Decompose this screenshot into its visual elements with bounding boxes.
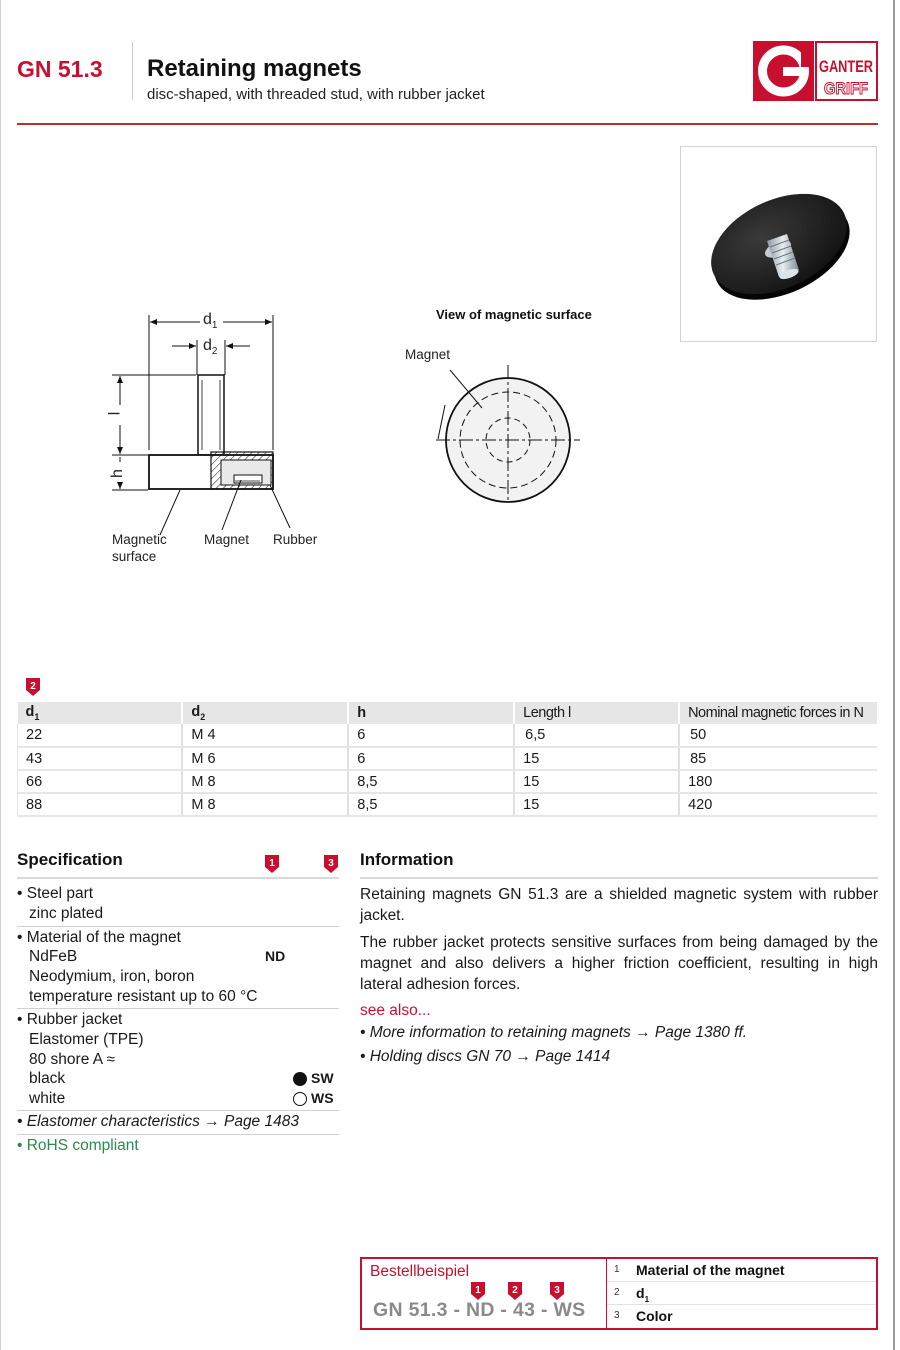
spec-ndfeb: NdFeB — [29, 948, 78, 965]
svg-text:3: 3 — [328, 858, 334, 869]
table-cell: 6 — [348, 747, 514, 770]
dim-h-label: h — [108, 469, 126, 478]
table-cell: 43 — [18, 747, 183, 770]
order-example-label: Bestellbeispiel — [370, 1263, 470, 1280]
order-legend-row — [607, 1282, 876, 1305]
header-length: Length l — [514, 702, 679, 724]
svg-text:1: 1 — [475, 1285, 481, 1296]
spec-divider — [17, 1134, 339, 1135]
table-cell: M 6 — [182, 747, 348, 770]
white-color-dot-icon — [293, 1092, 307, 1106]
svg-text:2: 2 — [512, 1285, 518, 1296]
view-title: View of magnetic surface — [436, 307, 592, 322]
dim-d1-label: $d_1$ — [203, 311, 218, 332]
header-h: h — [348, 702, 514, 724]
order-legend-row — [607, 1259, 876, 1282]
label-rubber: Rubber — [273, 532, 318, 547]
header-d1: $d_1$ — [18, 702, 183, 724]
page-title: Retaining magnets — [147, 55, 362, 82]
spec-white: white — [29, 1090, 66, 1107]
spec-composition: Neodymium, iron, boron — [29, 968, 195, 985]
elastomer-characteristics-link[interactable]: • Elastomer characteristics → Page 1483 — [17, 1113, 299, 1130]
info-paragraph-2: The rubber jacket protects sensitive surfaces from being damaged by the magnet and also delivers a higher friction coefficient, resulting in high lateral adhesion forces. — [360, 934, 878, 993]
rohs-compliant: • RoHS compliant — [17, 1137, 139, 1154]
table-cell: 15 — [514, 770, 679, 793]
order-legend-text: Color — [636, 1308, 673, 1324]
svg-text:3: 3 — [554, 1285, 560, 1296]
page-left-edge — [0, 0, 1, 1350]
label-magnet: Magnet — [204, 532, 250, 547]
spec-temperature: temperature resistant up to 60 °C — [29, 988, 258, 1005]
table-cell: 50 — [679, 724, 877, 747]
spec-rubber-jacket: • Rubber jacket — [17, 1011, 123, 1028]
header-rule — [17, 123, 878, 125]
table-cell: 88 — [18, 793, 183, 816]
specification-title: Specification — [17, 850, 123, 869]
table-cell: 420 — [679, 793, 877, 816]
table-cell: 8,5 — [348, 770, 514, 793]
product-code: GN 51.3 — [17, 56, 103, 82]
holding-discs-link[interactable]: • Holding discs GN 70 → Page 1414 — [360, 1048, 611, 1065]
spec-black: black — [29, 1070, 66, 1087]
order-badge-1-icon — [471, 1282, 485, 1300]
order-example-code: GN 51.3 - ND - 43 - WS — [373, 1299, 586, 1321]
table-cell: 66 — [18, 770, 183, 793]
product-photo — [680, 146, 877, 342]
information-rule — [360, 877, 878, 879]
order-legend-text: Material of the magnet — [636, 1262, 785, 1278]
info-paragraph-1: Retaining magnets GN 51.3 are a shielded magnetic system with rubber jacket. — [360, 886, 878, 924]
dimensions-table — [17, 702, 877, 817]
view-label-magnet: Magnet — [405, 347, 451, 362]
table-cell: M 8 — [182, 770, 348, 793]
badge-2-icon — [26, 678, 40, 696]
header-d2: $d_2$ — [182, 702, 348, 724]
logo-text-griff: GRIFF — [824, 79, 868, 98]
table-header-row — [18, 702, 878, 724]
dim-l-label: l — [106, 411, 124, 416]
table-cell: 180 — [679, 770, 877, 793]
label-magnetic-surface: Magnetic surface — [112, 532, 167, 564]
spec-elastomer: Elastomer (TPE) — [29, 1031, 144, 1048]
order-example-box — [360, 1257, 878, 1330]
order-legend-number: 2 — [614, 1287, 620, 1298]
header-divider — [132, 42, 133, 100]
table-row — [18, 747, 878, 770]
specification-rule — [17, 877, 339, 879]
spec-steel: • Steel part — [17, 885, 94, 902]
information-title: Information — [360, 850, 454, 869]
table-cell: 22 — [18, 724, 183, 747]
order-legend-text: $d_1$ — [636, 1285, 650, 1304]
spec-divider — [17, 926, 339, 927]
logo-text-ganter: GANTER — [819, 57, 873, 76]
order-legend-number: 1 — [614, 1264, 620, 1275]
magnetic-surface-view — [400, 335, 600, 515]
spec-steel-finish: zinc plated — [29, 905, 104, 922]
table-row — [18, 724, 878, 747]
page-right-edge — [893, 0, 895, 1350]
table-cell: M 4 — [182, 724, 348, 747]
table-row — [18, 770, 878, 793]
spec-code-ws: WS — [311, 1090, 334, 1106]
spec-code-sw: SW — [311, 1070, 334, 1086]
table-cell: 6,5 — [514, 724, 679, 747]
spec-divider — [17, 1008, 339, 1009]
table-cell: 85 — [679, 747, 877, 770]
order-badge-3-icon — [550, 1282, 564, 1300]
table-cell: 15 — [514, 747, 679, 770]
black-color-dot-icon — [293, 1072, 307, 1086]
spec-code-nd: ND — [265, 948, 286, 964]
badge-1-icon — [265, 855, 279, 873]
table-cell: M 8 — [182, 793, 348, 816]
spec-divider — [17, 1110, 339, 1111]
order-legend-row — [607, 1305, 876, 1328]
table-cell: 8,5 — [348, 793, 514, 816]
page-subtitle: disc-shaped, with threaded stud, with rubber jacket — [147, 86, 485, 103]
badge-3-icon — [324, 855, 338, 873]
svg-text:2: 2 — [30, 681, 36, 692]
table-row — [18, 793, 878, 816]
order-legend-number: 3 — [614, 1310, 620, 1321]
retaining-magnets-info-link[interactable]: • More information to retaining magnets → Page 1380 ff. — [360, 1024, 748, 1041]
header-forces: Nominal magnetic forces in N — [679, 702, 877, 724]
spec-shore: 80 shore A ≈ — [29, 1051, 116, 1068]
table-cell: 6 — [348, 724, 514, 747]
dim-d2-label: $d_2$ — [203, 337, 218, 358]
table-cell: 15 — [514, 793, 679, 816]
svg-text:1: 1 — [269, 858, 275, 869]
spec-magnet-material: • Material of the magnet — [17, 929, 181, 946]
see-also-label: see also... — [360, 1002, 431, 1019]
order-badge-2-icon — [508, 1282, 522, 1300]
ganter-logo — [753, 41, 878, 101]
